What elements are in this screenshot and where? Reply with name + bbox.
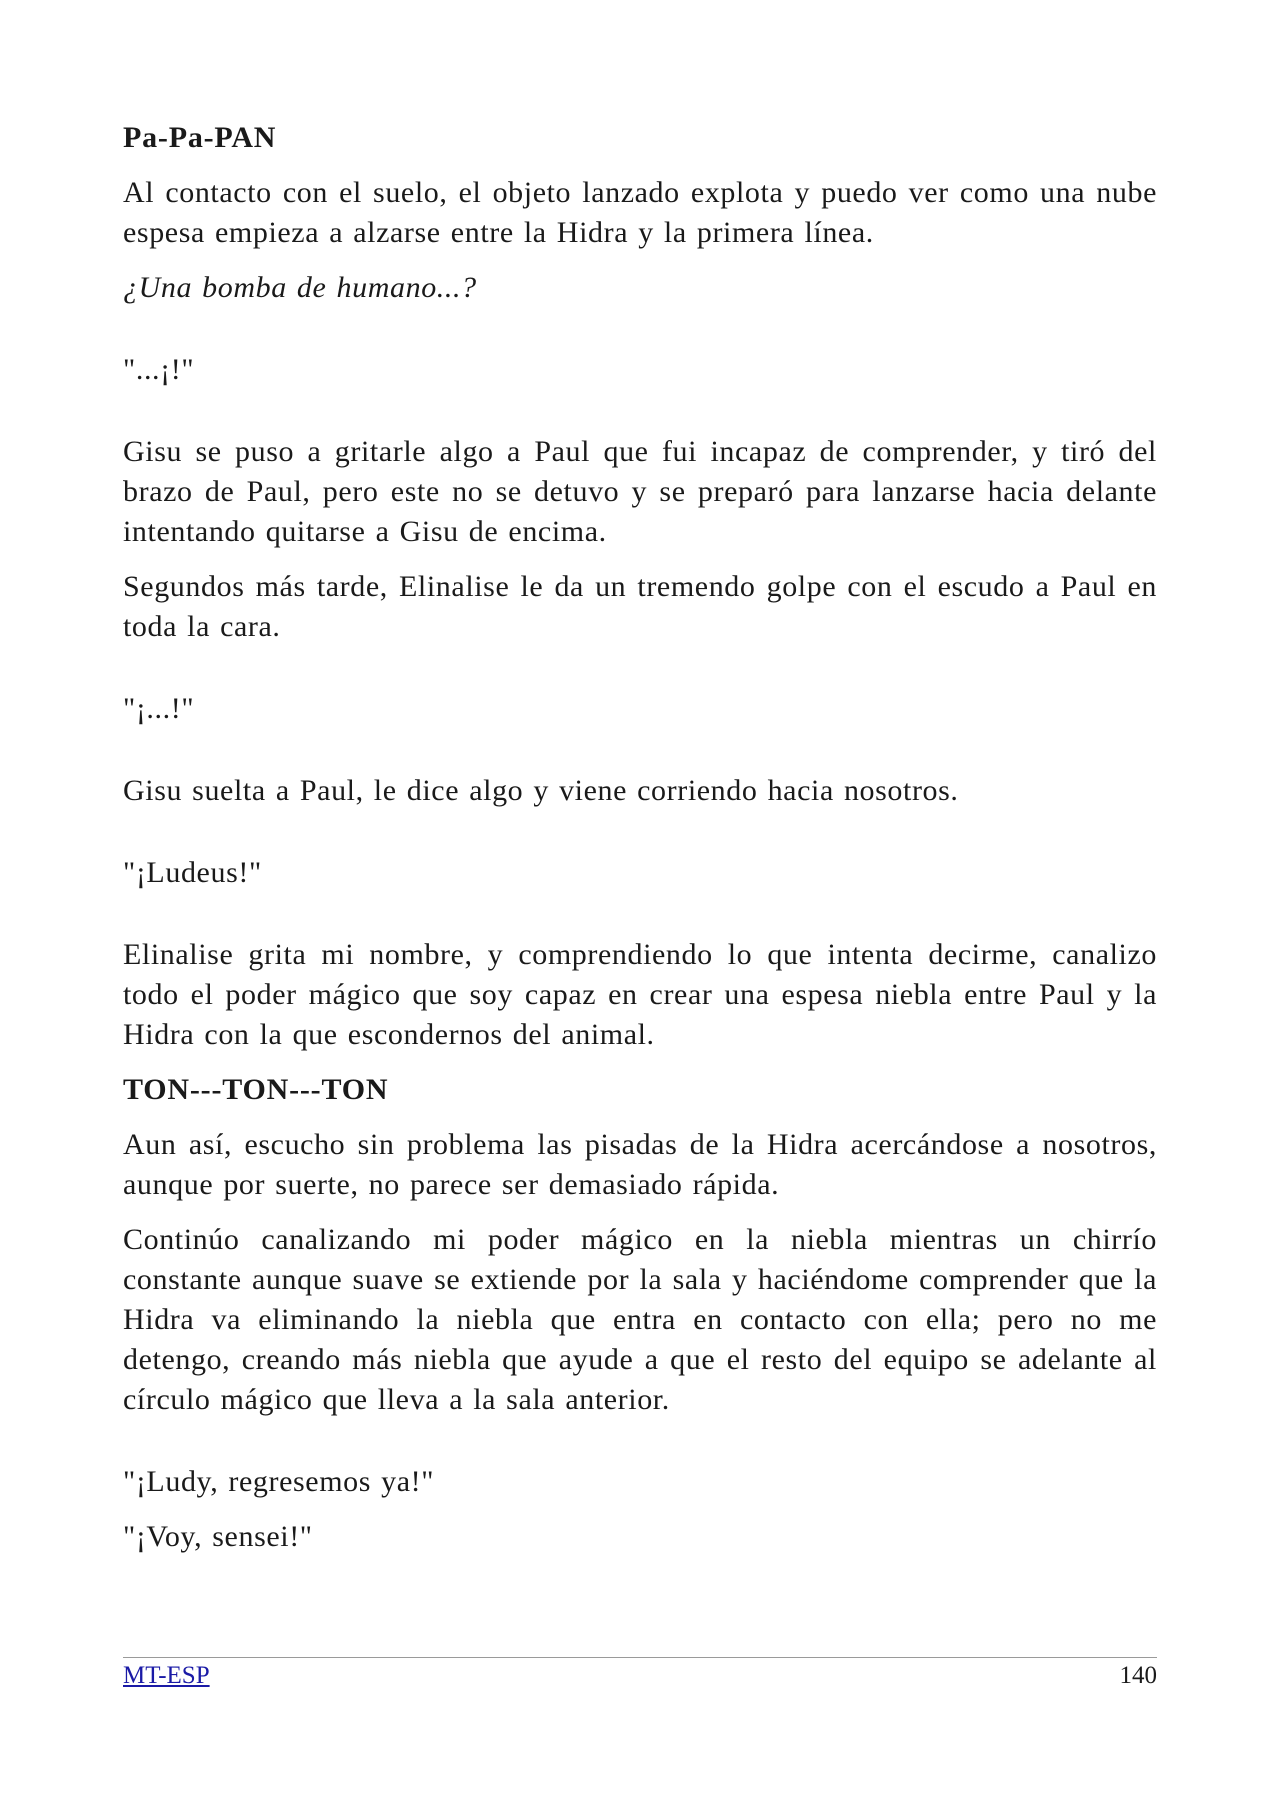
footer-site-link[interactable]: MT-ESP bbox=[123, 1662, 210, 1689]
paragraph: Segundos más tarde, Elinalise le da un tremendo golpe con el escudo a Paul en toda la cara. bbox=[123, 570, 1157, 643]
paragraph: Gisu suelta a Paul, le dice algo y viene corriendo hacia nosotros. bbox=[123, 774, 959, 807]
dialogue-line: "¡...!" bbox=[123, 692, 195, 725]
dialogue-line: "¡Ludeus!" bbox=[123, 856, 262, 889]
paragraph: Continúo canalizando mi poder mágico en la niebla mientras un chirrío constante aunque suave se extiende por la sala y haciéndome comprender que la Hidra va eliminando la niebla que entra en contacto con ella; pero no me detengo, creando más niebla que ayude a que el resto del equipo se adelante al círculo mágico que lleva a la sala anterior. bbox=[123, 1223, 1157, 1416]
paragraph: Gisu se puso a gritarle algo a Paul que fui incapaz de comprender, y tiró del brazo de Paul, pero este no se detuvo y se preparó para lanzarse hacia delante intentando quitarse a Gisu de encima. bbox=[123, 435, 1157, 548]
page-number: 140 bbox=[1119, 1662, 1157, 1689]
document-page bbox=[123, 0, 1157, 1811]
paragraph: Aun así, escucho sin problema las pisadas de la Hidra acercándose a nosotros, aunque por suerte, no parece ser demasiado rápida. bbox=[123, 1128, 1157, 1201]
dialogue-line: "¡Voy, sensei!" bbox=[123, 1520, 313, 1553]
sound-effect-heading: Pa-Pa-PAN bbox=[123, 121, 277, 154]
dialogue-line: "¡Ludy, regresemos ya!" bbox=[123, 1465, 435, 1498]
sound-effect-heading: TON---TON---TON bbox=[123, 1073, 389, 1106]
dialogue-line: "...¡!" bbox=[123, 353, 195, 386]
italic-thought: ¿Una bomba de humano...? bbox=[123, 271, 477, 304]
paragraph: Al contacto con el suelo, el objeto lanzado explota y puedo ver como una nube espesa empieza a alzarse entre la Hidra y la primera línea. bbox=[123, 176, 1157, 249]
page-content bbox=[123, 118, 1157, 1557]
paragraph: Elinalise grita mi nombre, y comprendiendo lo que intenta decirme, canalizo todo el poder mágico que soy capaz en crear una espesa niebla entre Paul y la Hidra con la que escondernos del animal. bbox=[123, 938, 1157, 1051]
footer-divider bbox=[123, 1657, 1157, 1658]
